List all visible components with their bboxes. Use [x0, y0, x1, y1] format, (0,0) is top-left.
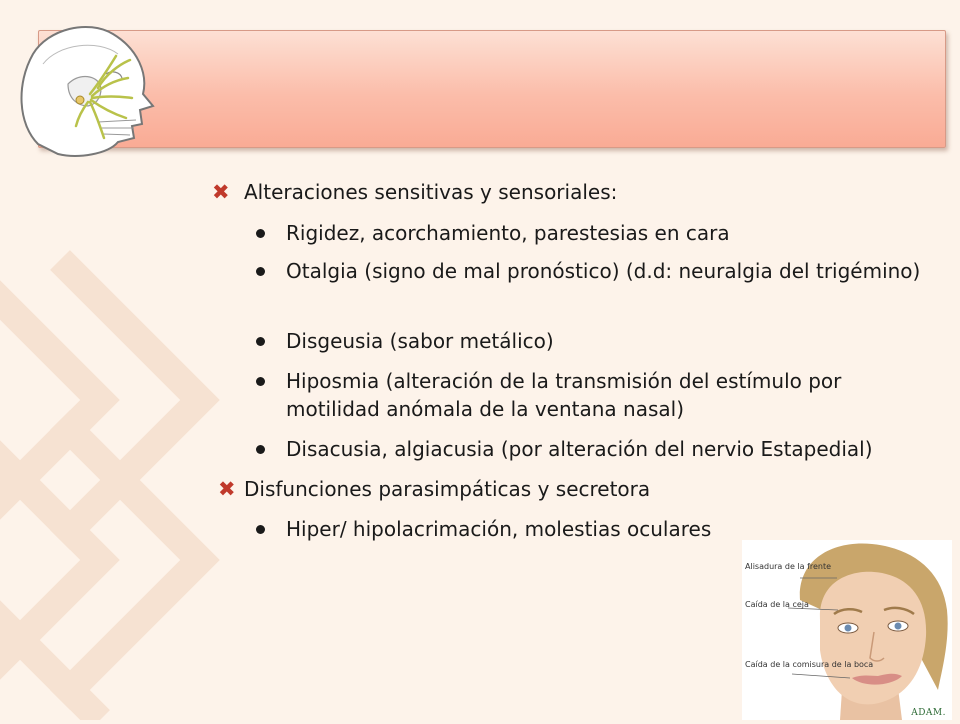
face-label-forehead: Alisadura de la frente	[745, 562, 832, 571]
list-item: Hiposmia (alteración de la transmisión del estímulo por motilidad anómala de la ventana nasal)	[286, 369, 842, 421]
bullet-dot-icon	[256, 525, 265, 534]
x-bullet-icon: ✖	[218, 477, 236, 501]
bullet-dot-icon	[256, 267, 265, 276]
bullet-dot-icon	[256, 229, 265, 238]
section-heading-parasympathetic: Disfunciones parasimpáticas y secretora	[244, 477, 651, 501]
face-label-eyebrow: Caída de la ceja	[745, 600, 809, 609]
bullet-dot-icon	[256, 337, 265, 346]
bullet-dot-icon	[256, 377, 265, 386]
x-bullet-icon: ✖	[212, 180, 230, 204]
face-label-mouth: Caída de la comisura de la boca	[745, 660, 874, 669]
facial-palsy-illustration	[742, 540, 952, 720]
list-item: Hiper/ hipolacrimación, molestias oculares	[286, 517, 712, 541]
list-item: Otalgia (signo de mal pronóstico) (d.d: neuralgia del trigémino)	[286, 259, 921, 283]
adam-logo: ADAM.	[911, 708, 946, 718]
list-item: Disgeusia (sabor metálico)	[286, 329, 554, 353]
section-heading-sensory: Alteraciones sensitivas y sensoriales:	[244, 180, 618, 204]
list-item: Rigidez, acorchamiento, parestesias en cara	[286, 221, 730, 245]
bullet-dot-icon	[256, 445, 265, 454]
list-item: Disacusia, algiacusia (por alteración del nervio Estapedial)	[286, 437, 873, 461]
